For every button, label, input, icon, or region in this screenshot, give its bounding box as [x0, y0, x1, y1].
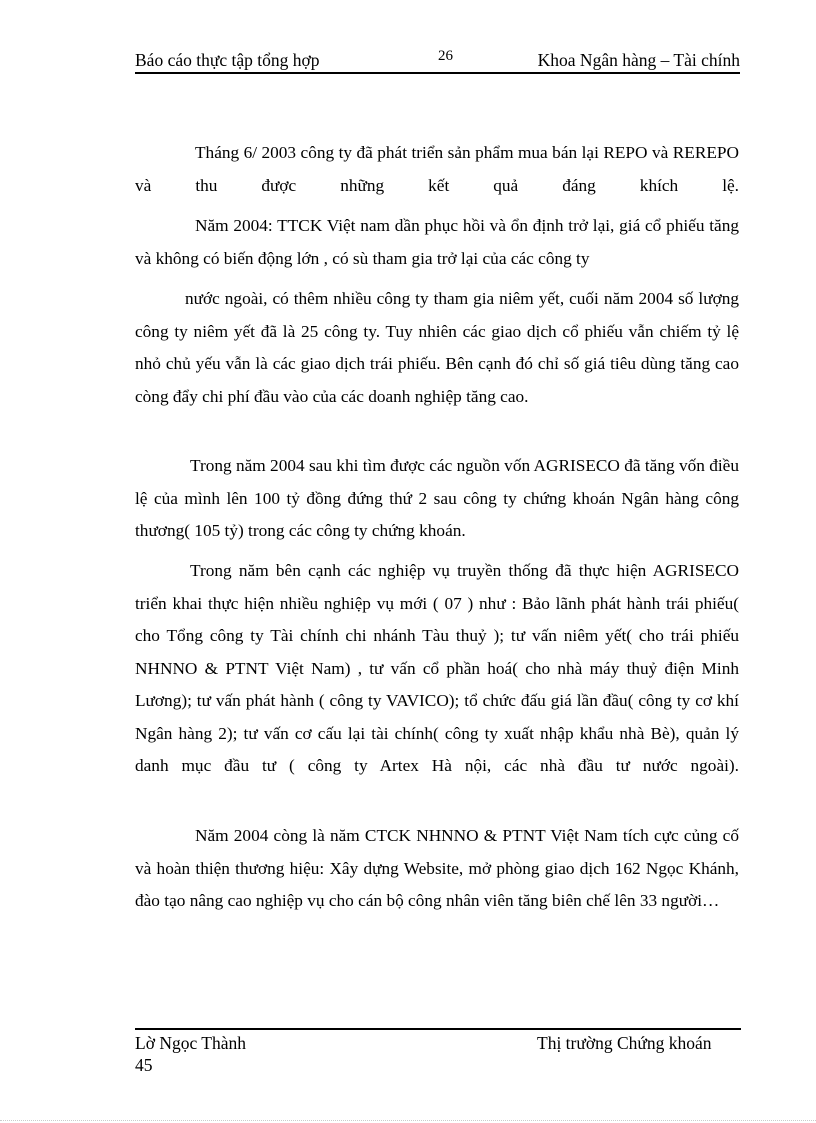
- paragraph-repo: Tháng 6/ 2003 công ty đã phát triển sản phẩm mua bán lại REPO và REREPO và thu được những kết quả đáng khích lệ.: [135, 143, 739, 195]
- header-report-title: Báo cáo thực tập tổng hợp: [135, 50, 320, 70]
- header-page-number: 26: [438, 48, 453, 64]
- footer-topic: Thị trường Chứng khoán: [537, 1033, 712, 1053]
- footer-author: Lờ Ngọc Thành: [135, 1033, 246, 1053]
- footer-divider: [135, 1028, 741, 1030]
- paragraph-foreign-companies: nước ngoài, có thêm nhiều công ty tham gia niêm yết, cuối năm 2004 số lượng công ty niêm yết đã là 25 công ty. Tuy nhiên các giao dịch cổ phiếu vẫn chiếm tỷ lệ nhỏ chủ yếu vẫn là các giao dịch trái phiếu. Bên cạnh đó chỉ số giá tiêu dùng tăng cao còng đẩy chi phí đầu vào của các doanh nghiệp tăng cao.: [135, 289, 739, 406]
- header-department: Khoa Ngân hàng – Tài chính: [537, 50, 740, 70]
- page-edge-divider: [0, 1120, 816, 1121]
- footer-page-number: 45: [135, 1055, 153, 1075]
- paragraph-capital-increase: Trong năm 2004 sau khi tìm được các nguồn vốn AGRISECO đã tăng vốn điều lệ của mình lên 100 tỷ đồng đứng thứ 2 sau công ty chứng khoán Ngân hàng công thương( 105 tỷ) trong các công ty chứng khoán.: [135, 456, 739, 540]
- paragraph-new-services: Trong năm bên cạnh các nghiệp vụ truyền thống đã thực hiện AGRISECO triển khai thực hiện nhiều nghiệp vụ mới ( 07 ) như : Bảo lãnh phát hành trái phiếu( cho Tổng công ty Tài chính chi nhánh Tàu thuỷ ); tư vấn niêm yết( cho trái phiếu NHNNO & PTNT Việt Nam) , tư vấn cổ phần hoá( cho nhà máy thuỷ điện Minh Lương); tư vấn phát hành ( công ty VAVICO); tổ chức đấu giá lần đầu( công ty cơ khí Ngân hàng 2); tư vấn cơ cấu lại tài chính( công ty xuất nhập khẩu nhà Bè), quản lý danh mục đầu tư ( công ty Artex Hà nội, các nhà đầu tư nước ngoài).: [135, 561, 739, 775]
- paragraph-brand-building: Năm 2004 còng là năm CTCK NHNNO & PTNT Việt Nam tích cực củng cố và hoàn thiện thương hiệu: Xây dựng Website, mở phòng giao dịch 162 Ngọc Khánh, đào tạo nâng cao nghiệp vụ cho cán bộ công nhân viên tăng biên chế lên 33 người…: [135, 826, 739, 910]
- page-header: [135, 46, 740, 74]
- paragraph-2004-market: Năm 2004: TTCK Việt nam dần phục hồi và ổn định trở lại, giá cổ phiếu tăng và không có biến động lớn , có sù tham gia trở lại của các công ty: [135, 216, 739, 268]
